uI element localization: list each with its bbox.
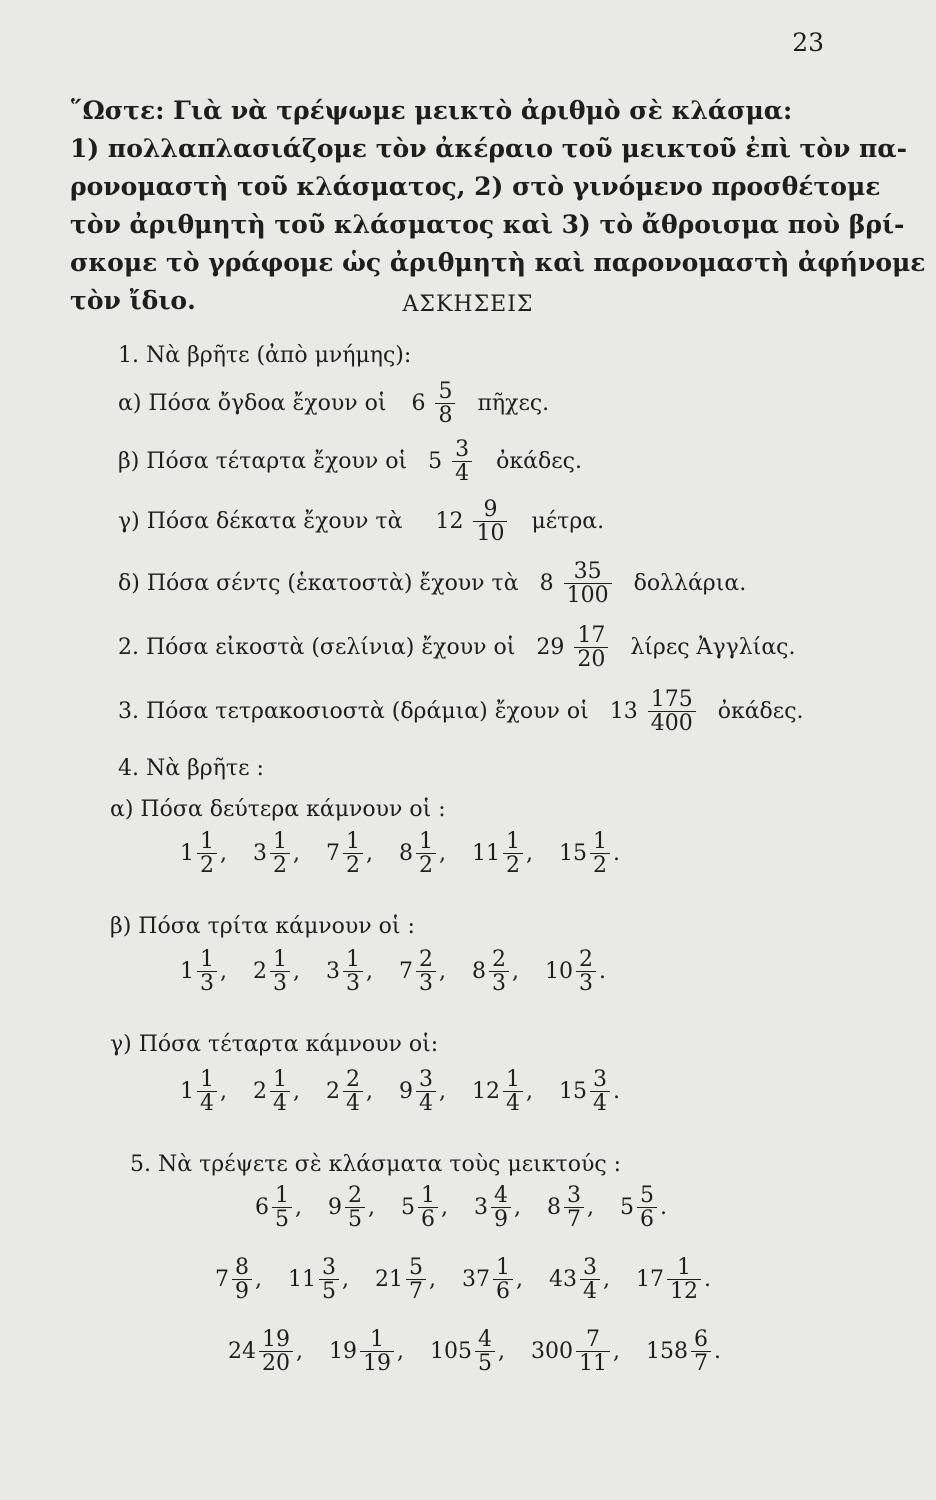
mixed-whole: 2 bbox=[326, 1079, 340, 1105]
separator: , bbox=[366, 841, 373, 867]
numerator: 1 bbox=[667, 1256, 701, 1280]
exercise-unit: λίρες Ἀγγλίας. bbox=[630, 635, 796, 661]
intro-line: τὸν ἴδιο. bbox=[70, 286, 196, 315]
separator: , bbox=[342, 1267, 349, 1293]
fraction bbox=[416, 948, 436, 995]
denominator: 3 bbox=[579, 971, 593, 997]
exercise-1-title: 1. Νὰ βρῆτε (ἀπὸ μνήμης): bbox=[118, 343, 412, 368]
denominator: 4 bbox=[593, 1091, 607, 1117]
mixed-number bbox=[531, 1328, 620, 1375]
separator: , bbox=[368, 1195, 375, 1221]
fraction bbox=[503, 1068, 523, 1115]
separator: , bbox=[613, 1339, 620, 1365]
separator: , bbox=[439, 1079, 446, 1105]
numerator: 6 bbox=[691, 1328, 711, 1352]
numerator: 1 bbox=[343, 948, 363, 972]
fraction bbox=[590, 1068, 610, 1115]
numerator: 1 bbox=[360, 1328, 394, 1352]
denominator: 9 bbox=[235, 1279, 249, 1305]
denominator: 4 bbox=[346, 1091, 360, 1117]
separator: , bbox=[526, 841, 533, 867]
fraction bbox=[272, 1184, 292, 1231]
denominator: 7 bbox=[567, 1207, 581, 1233]
numerator: 3 bbox=[416, 1068, 436, 1092]
mixed-whole: 37 bbox=[462, 1267, 490, 1293]
exercise-4b-items bbox=[180, 948, 632, 995]
numerator: 19 bbox=[259, 1328, 293, 1352]
exercise-unit: ὀκάδες. bbox=[496, 449, 582, 475]
mixed-number bbox=[253, 948, 300, 995]
intro-line: σκομε τὸ γράφομε ὡς ἀριθμητὴ καὶ παρονομαστὴ ἀφήνομε bbox=[70, 248, 926, 277]
mixed-whole: 5 bbox=[620, 1195, 634, 1221]
fraction bbox=[691, 1328, 711, 1375]
mixed-whole: 12 bbox=[435, 509, 464, 535]
numerator: 3 bbox=[564, 1184, 584, 1208]
mixed-number bbox=[559, 830, 620, 877]
exercise-text: γ) Πόσα δέκατα ἔχουν τὰ bbox=[118, 509, 403, 535]
numerator: 1 bbox=[197, 948, 217, 972]
separator: , bbox=[366, 1079, 373, 1105]
exercise-2 bbox=[118, 624, 795, 671]
mixed-whole: 15 bbox=[559, 1079, 587, 1105]
exercise-unit: δολλάρια. bbox=[633, 571, 747, 597]
mixed-whole: 105 bbox=[430, 1339, 472, 1365]
exercise-4a-items bbox=[180, 830, 646, 877]
numerator: 17 bbox=[574, 624, 608, 648]
intro-paragraph bbox=[70, 92, 926, 320]
mixed-whole: 21 bbox=[375, 1267, 403, 1293]
numerator: 2 bbox=[345, 1184, 365, 1208]
exercise-4b-label: β) Πόσα τρίτα κάμνουν οἱ : bbox=[110, 914, 415, 939]
separator: , bbox=[255, 1267, 262, 1293]
denominator: 9 bbox=[494, 1207, 508, 1233]
fraction bbox=[270, 948, 290, 995]
separator: , bbox=[514, 1195, 521, 1221]
mixed-number bbox=[399, 830, 446, 877]
fraction bbox=[667, 1256, 701, 1303]
separator: . bbox=[660, 1195, 667, 1221]
numerator: 5 bbox=[435, 380, 455, 404]
mixed-whole: 1 bbox=[180, 1079, 194, 1105]
mixed-whole: 6 bbox=[411, 391, 426, 417]
numerator: 1 bbox=[270, 830, 290, 854]
mixed-whole: 15 bbox=[559, 841, 587, 867]
numerator: 2 bbox=[343, 1068, 363, 1092]
denominator: 7 bbox=[694, 1351, 708, 1377]
denominator: 6 bbox=[496, 1279, 510, 1305]
mixed-number bbox=[472, 1068, 533, 1115]
mixed-whole: 8 bbox=[472, 959, 486, 985]
separator: , bbox=[526, 1079, 533, 1105]
mixed-whole: 3 bbox=[326, 959, 340, 985]
exercise-5-title: 5. Νὰ τρέψετε σὲ κλάσματα τοὺς μεικτούς : bbox=[130, 1152, 622, 1177]
separator: , bbox=[439, 959, 446, 985]
mixed-number bbox=[472, 948, 519, 995]
mixed-whole: 8 bbox=[539, 571, 554, 597]
separator: , bbox=[295, 1195, 302, 1221]
mixed-number bbox=[472, 830, 533, 877]
separator: , bbox=[293, 841, 300, 867]
denominator: 3 bbox=[200, 971, 214, 997]
mixed-number bbox=[253, 830, 300, 877]
denominator: 2 bbox=[419, 853, 433, 879]
mixed-number bbox=[215, 1256, 262, 1303]
denominator: 8 bbox=[438, 403, 453, 429]
fraction bbox=[503, 830, 523, 877]
numerator: 1 bbox=[493, 1256, 513, 1280]
fraction bbox=[637, 1184, 657, 1231]
mixed-number bbox=[326, 948, 373, 995]
mixed-whole: 3 bbox=[474, 1195, 488, 1221]
fraction bbox=[232, 1256, 252, 1303]
denominator: 11 bbox=[579, 1351, 607, 1377]
fraction bbox=[473, 498, 507, 545]
mixed-whole: 10 bbox=[545, 959, 573, 985]
numerator: 1 bbox=[197, 1068, 217, 1092]
exercise-4-title: 4. Νὰ βρῆτε : bbox=[118, 756, 264, 781]
fraction bbox=[564, 1184, 584, 1231]
fraction bbox=[452, 438, 472, 485]
separator: . bbox=[599, 959, 606, 985]
denominator: 6 bbox=[640, 1207, 654, 1233]
fraction bbox=[493, 1256, 513, 1303]
mixed-number bbox=[462, 1256, 523, 1303]
fraction bbox=[580, 1256, 600, 1303]
numerator: 1 bbox=[270, 1068, 290, 1092]
exercise-unit: μέτρα. bbox=[531, 509, 605, 535]
mixed-number bbox=[253, 1068, 300, 1115]
denominator: 2 bbox=[346, 853, 360, 879]
fraction bbox=[197, 948, 217, 995]
exercise-5-row-2 bbox=[215, 1256, 737, 1303]
mixed-whole: 6 bbox=[255, 1195, 269, 1221]
denominator: 20 bbox=[577, 647, 606, 673]
denominator: 5 bbox=[275, 1207, 289, 1233]
mixed-whole: 8 bbox=[399, 841, 413, 867]
fraction bbox=[360, 1328, 394, 1375]
mixed-number bbox=[401, 1184, 448, 1231]
exercise-1c bbox=[118, 498, 604, 545]
exercise-1a bbox=[118, 380, 549, 427]
fraction bbox=[416, 830, 436, 877]
mixed-number bbox=[180, 830, 227, 877]
exercise-4a-label: α) Πόσα δεύτερα κάμνουν οἱ : bbox=[110, 797, 446, 822]
exercise-text: α) Πόσα ὄγδοα ἔχουν οἱ bbox=[118, 391, 387, 417]
mixed-number bbox=[326, 1068, 373, 1115]
mixed-number bbox=[474, 1184, 521, 1231]
denominator: 6 bbox=[421, 1207, 435, 1233]
mixed-number bbox=[636, 1256, 711, 1303]
denominator: 4 bbox=[419, 1091, 433, 1117]
numerator: 7 bbox=[576, 1328, 610, 1352]
numerator: 4 bbox=[475, 1328, 495, 1352]
mixed-whole: 1 bbox=[180, 959, 194, 985]
denominator: 7 bbox=[409, 1279, 423, 1305]
numerator: 1 bbox=[270, 948, 290, 972]
denominator: 400 bbox=[650, 711, 693, 737]
denominator: 2 bbox=[200, 853, 214, 879]
numerator: 1 bbox=[503, 1068, 523, 1092]
fraction bbox=[343, 830, 363, 877]
exercise-text: δ) Πόσα σέντς (ἑκατοστὰ) ἔχουν τὰ bbox=[118, 571, 519, 597]
fraction bbox=[319, 1256, 339, 1303]
separator: . bbox=[704, 1267, 711, 1293]
mixed-number bbox=[620, 1184, 667, 1231]
denominator: 3 bbox=[492, 971, 506, 997]
mixed-whole: 7 bbox=[326, 841, 340, 867]
exercise-5-row-3 bbox=[228, 1328, 747, 1375]
denominator: 4 bbox=[455, 461, 470, 487]
separator: . bbox=[613, 1079, 620, 1105]
exercise-1d bbox=[118, 560, 746, 607]
separator: , bbox=[220, 959, 227, 985]
denominator: 100 bbox=[566, 583, 609, 609]
mixed-number bbox=[559, 1068, 620, 1115]
mixed-number bbox=[329, 1328, 404, 1375]
separator: , bbox=[366, 959, 373, 985]
denominator: 10 bbox=[476, 521, 505, 547]
denominator: 4 bbox=[583, 1279, 597, 1305]
fraction bbox=[475, 1328, 495, 1375]
exercise-4c-items bbox=[180, 1068, 646, 1115]
exercise-text: 2. Πόσα εἰκοστὰ (σελίνια) ἔχουν οἱ bbox=[118, 635, 516, 661]
mixed-whole: 9 bbox=[328, 1195, 342, 1221]
numerator: 1 bbox=[590, 830, 610, 854]
separator: , bbox=[220, 841, 227, 867]
numerator: 8 bbox=[232, 1256, 252, 1280]
denominator: 3 bbox=[346, 971, 360, 997]
fraction bbox=[489, 948, 509, 995]
mixed-number bbox=[255, 1184, 302, 1231]
exercises-heading: ΑΣΚΗΣΕΙΣ bbox=[402, 292, 534, 317]
mixed-whole: 17 bbox=[636, 1267, 664, 1293]
mixed-number bbox=[326, 830, 373, 877]
mixed-whole: 19 bbox=[329, 1339, 357, 1365]
numerator: 5 bbox=[406, 1256, 426, 1280]
exercise-1b bbox=[118, 438, 582, 485]
mixed-number bbox=[180, 948, 227, 995]
fraction bbox=[345, 1184, 365, 1231]
mixed-whole: 5 bbox=[401, 1195, 415, 1221]
mixed-number bbox=[375, 1256, 436, 1303]
denominator: 4 bbox=[273, 1091, 287, 1117]
mixed-number bbox=[646, 1328, 721, 1375]
mixed-whole: 43 bbox=[549, 1267, 577, 1293]
separator: , bbox=[516, 1267, 523, 1293]
intro-line: ῞Ωστε: Γιὰ νὰ τρέψωμε μεικτὸ ἀριθμὸ σὲ κλάσμα: bbox=[70, 96, 793, 125]
numerator: 3 bbox=[319, 1256, 339, 1280]
separator: , bbox=[293, 959, 300, 985]
numerator: 175 bbox=[648, 688, 696, 712]
numerator: 3 bbox=[590, 1068, 610, 1092]
separator: , bbox=[498, 1339, 505, 1365]
mixed-whole: 29 bbox=[536, 635, 565, 661]
denominator: 3 bbox=[419, 971, 433, 997]
mixed-whole: 11 bbox=[472, 841, 500, 867]
fraction bbox=[576, 1328, 610, 1375]
denominator: 19 bbox=[363, 1351, 391, 1377]
fraction bbox=[564, 560, 612, 607]
denominator: 4 bbox=[506, 1091, 520, 1117]
numerator: 35 bbox=[564, 560, 612, 584]
fraction bbox=[197, 830, 217, 877]
separator: , bbox=[296, 1339, 303, 1365]
mixed-whole: 2 bbox=[253, 1079, 267, 1105]
exercise-4c-label: γ) Πόσα τέταρτα κάμνουν οἱ: bbox=[110, 1032, 439, 1057]
mixed-whole: 5 bbox=[428, 449, 443, 475]
fraction bbox=[648, 688, 696, 735]
intro-line: ρονομαστὴ τοῦ κλάσματος, 2) στὸ γινόμενο προσθέτομε bbox=[70, 172, 881, 201]
fraction bbox=[406, 1256, 426, 1303]
mixed-whole: 9 bbox=[399, 1079, 413, 1105]
exercise-text: 3. Πόσα τετρακοσιοστὰ (δράμια) ἔχουν οἱ bbox=[118, 699, 589, 725]
mixed-whole: 8 bbox=[547, 1195, 561, 1221]
mixed-number bbox=[549, 1256, 610, 1303]
mixed-whole: 7 bbox=[399, 959, 413, 985]
mixed-whole: 13 bbox=[609, 699, 638, 725]
mixed-whole: 24 bbox=[228, 1339, 256, 1365]
fraction bbox=[574, 624, 608, 671]
fraction bbox=[418, 1184, 438, 1231]
denominator: 5 bbox=[478, 1351, 492, 1377]
intro-line: 1) πολλαπλασιάζομε τὸν ἀκέραιο τοῦ μεικτοῦ ἐπὶ τὸν πα- bbox=[70, 134, 907, 163]
denominator: 5 bbox=[348, 1207, 362, 1233]
separator: , bbox=[397, 1339, 404, 1365]
numerator: 4 bbox=[491, 1184, 511, 1208]
separator: , bbox=[429, 1267, 436, 1293]
numerator: 2 bbox=[576, 948, 596, 972]
numerator: 9 bbox=[473, 498, 507, 522]
numerator: 1 bbox=[418, 1184, 438, 1208]
numerator: 3 bbox=[452, 438, 472, 462]
fraction bbox=[343, 948, 363, 995]
separator: . bbox=[613, 841, 620, 867]
separator: , bbox=[587, 1195, 594, 1221]
denominator: 3 bbox=[273, 971, 287, 997]
mixed-whole: 7 bbox=[215, 1267, 229, 1293]
separator: , bbox=[512, 959, 519, 985]
numerator: 3 bbox=[580, 1256, 600, 1280]
mixed-whole: 2 bbox=[253, 959, 267, 985]
denominator: 2 bbox=[506, 853, 520, 879]
fraction bbox=[590, 830, 610, 877]
denominator: 4 bbox=[200, 1091, 214, 1117]
fraction bbox=[435, 380, 455, 427]
mixed-number bbox=[545, 948, 606, 995]
mixed-number bbox=[547, 1184, 594, 1231]
numerator: 1 bbox=[272, 1184, 292, 1208]
mixed-number bbox=[228, 1328, 303, 1375]
separator: , bbox=[603, 1267, 610, 1293]
mixed-whole: 12 bbox=[472, 1079, 500, 1105]
denominator: 20 bbox=[262, 1351, 290, 1377]
separator: , bbox=[439, 841, 446, 867]
exercise-3 bbox=[118, 688, 804, 735]
separator: , bbox=[293, 1079, 300, 1105]
exercise-unit: ὀκάδες. bbox=[717, 699, 804, 725]
exercise-5-row-1 bbox=[255, 1184, 693, 1231]
fraction bbox=[259, 1328, 293, 1375]
denominator: 5 bbox=[322, 1279, 336, 1305]
numerator: 5 bbox=[637, 1184, 657, 1208]
fraction bbox=[197, 1068, 217, 1115]
intro-line: τὸν ἀριθμητὴ τοῦ κλάσματος καὶ 3) τὸ ἄθροισμα ποὺ βρί- bbox=[70, 210, 905, 239]
mixed-whole: 158 bbox=[646, 1339, 688, 1365]
denominator: 2 bbox=[593, 853, 607, 879]
mixed-number bbox=[399, 1068, 446, 1115]
separator: , bbox=[220, 1079, 227, 1105]
numerator: 1 bbox=[416, 830, 436, 854]
numerator: 1 bbox=[197, 830, 217, 854]
denominator: 2 bbox=[273, 853, 287, 879]
numerator: 2 bbox=[489, 948, 509, 972]
numerator: 1 bbox=[343, 830, 363, 854]
numerator: 1 bbox=[503, 830, 523, 854]
page-number: 23 bbox=[792, 28, 824, 57]
mixed-whole: 1 bbox=[180, 841, 194, 867]
fraction bbox=[416, 1068, 436, 1115]
fraction bbox=[343, 1068, 363, 1115]
mixed-number bbox=[399, 948, 446, 995]
denominator: 12 bbox=[670, 1279, 698, 1305]
mixed-number bbox=[288, 1256, 349, 1303]
separator: , bbox=[441, 1195, 448, 1221]
fraction bbox=[576, 948, 596, 995]
exercise-unit: πῆχες. bbox=[477, 391, 550, 417]
fraction bbox=[491, 1184, 511, 1231]
fraction bbox=[270, 830, 290, 877]
mixed-number bbox=[328, 1184, 375, 1231]
numerator: 2 bbox=[416, 948, 436, 972]
separator: . bbox=[714, 1339, 721, 1365]
mixed-whole: 11 bbox=[288, 1267, 316, 1293]
mixed-number bbox=[430, 1328, 505, 1375]
exercise-text: β) Πόσα τέταρτα ἔχουν οἱ bbox=[118, 449, 408, 475]
mixed-number bbox=[180, 1068, 227, 1115]
mixed-whole: 3 bbox=[253, 841, 267, 867]
mixed-whole: 300 bbox=[531, 1339, 573, 1365]
fraction bbox=[270, 1068, 290, 1115]
